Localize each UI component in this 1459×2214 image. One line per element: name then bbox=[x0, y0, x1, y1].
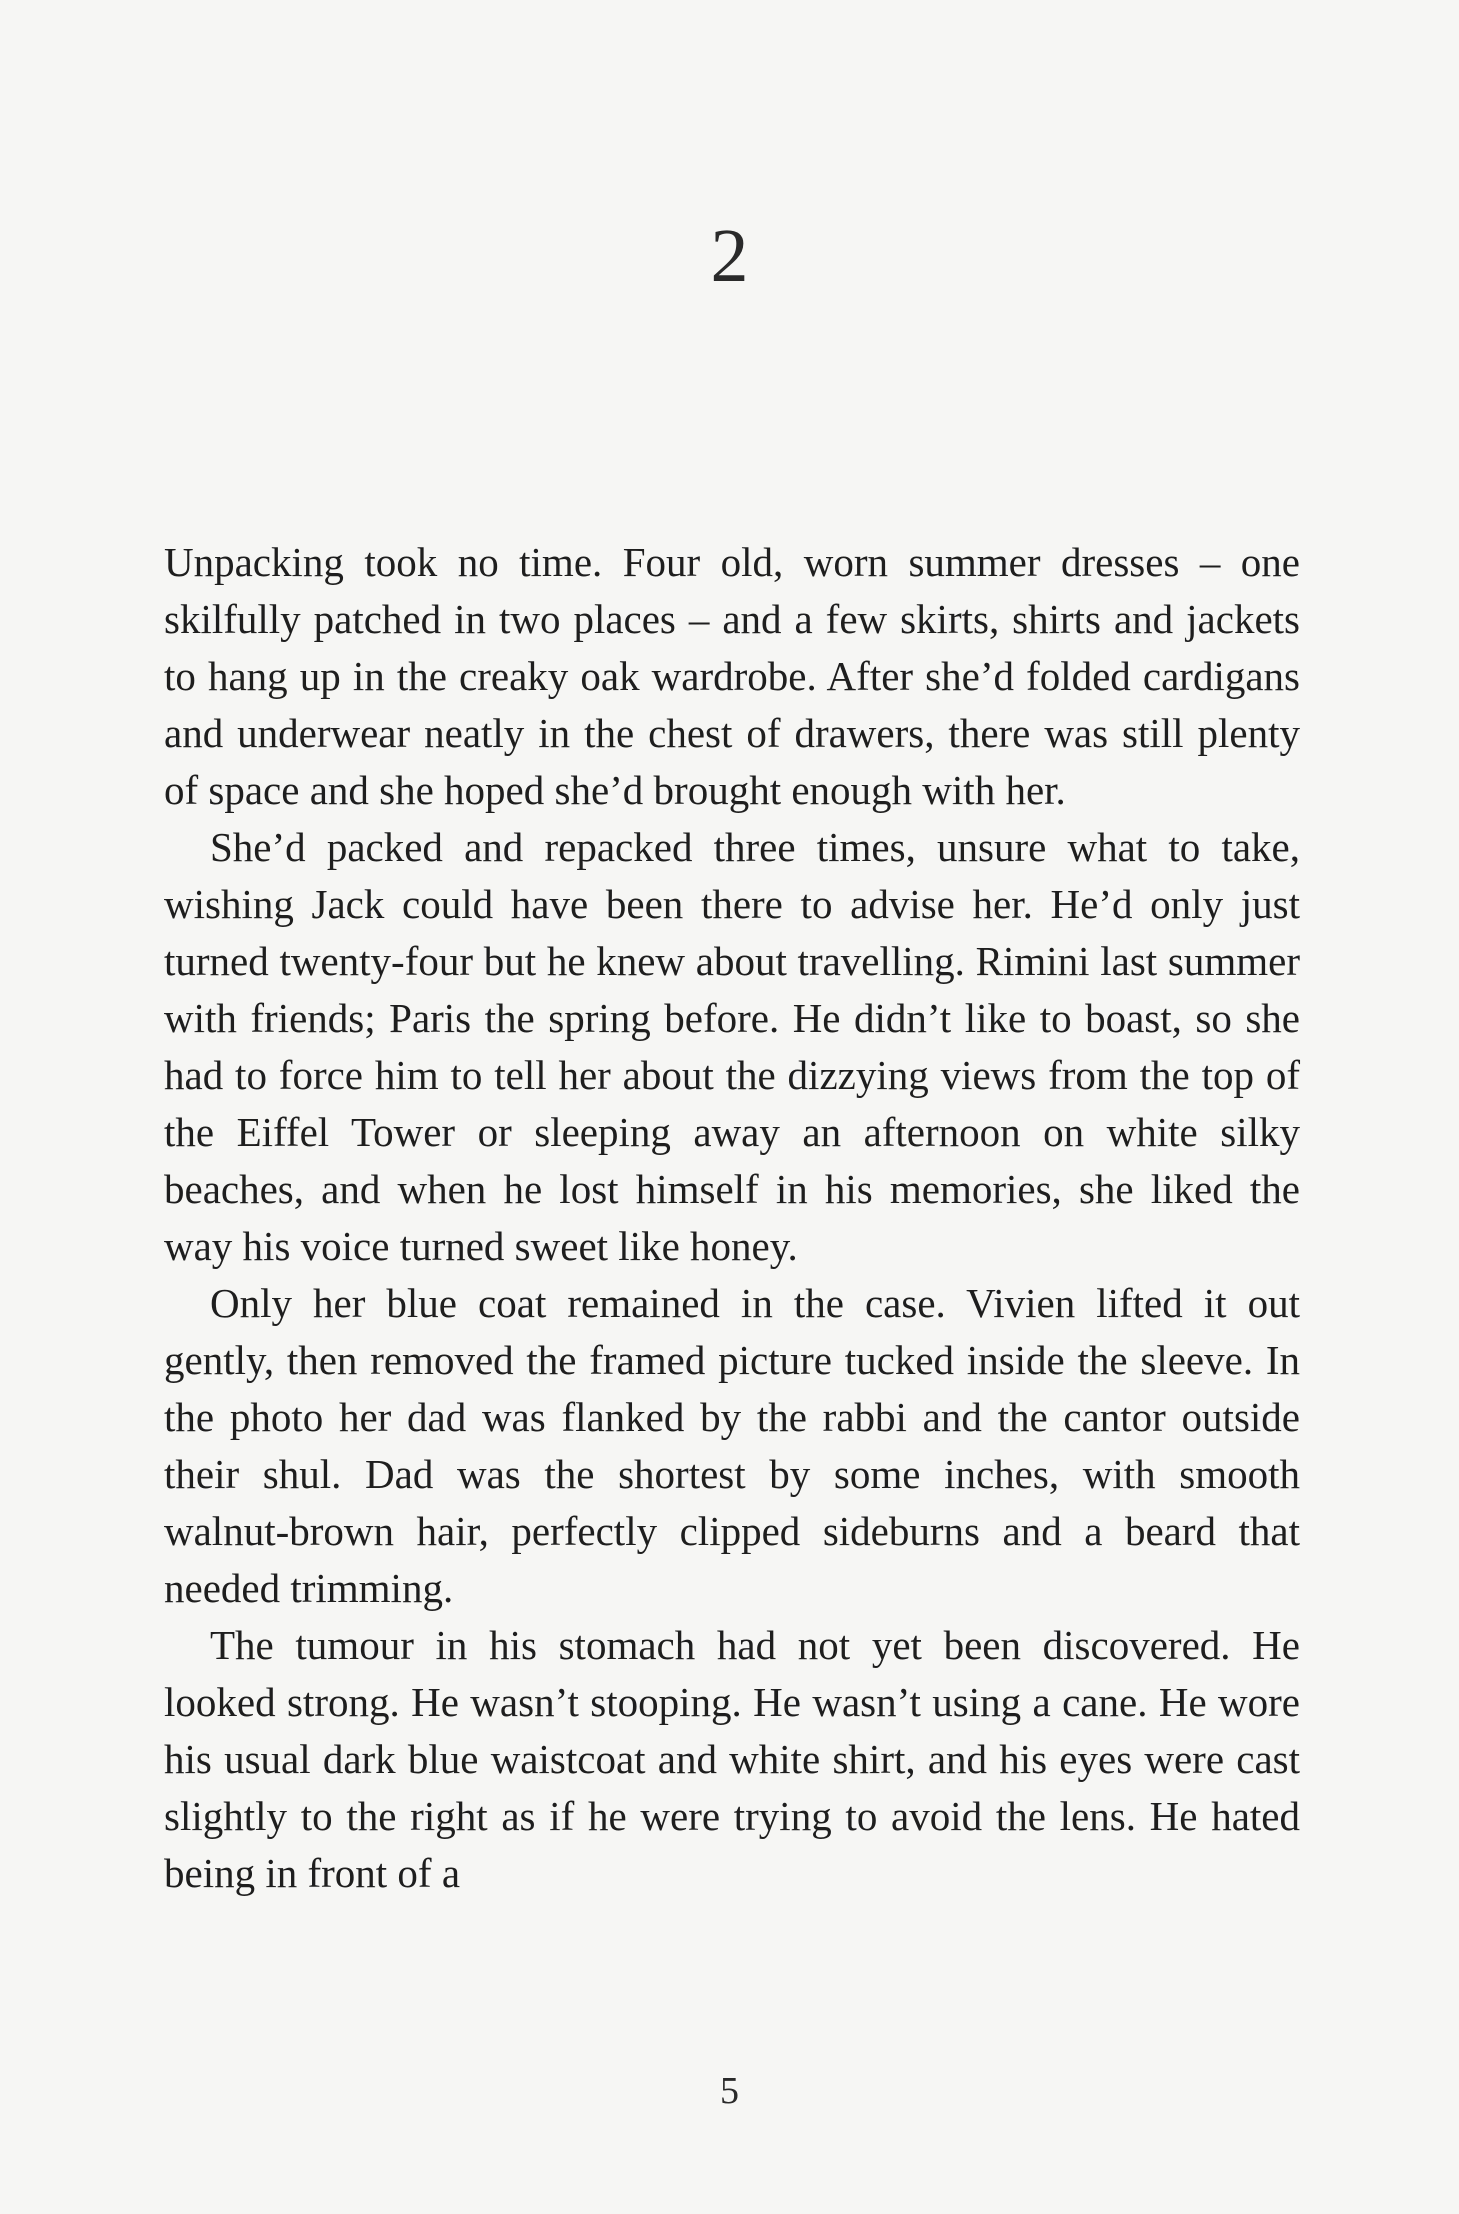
paragraph-4: The tumour in his stomach had not yet been discovered. He looked strong. He wasn’t stooping. He wasn’t using a cane. He wore his usual dark blue waistcoat and white shirt, and his eyes were cast slightly to the right as if he were trying to avoid the lens. He hated being in front of a bbox=[164, 1622, 1300, 1896]
chapter-number: 2 bbox=[710, 214, 749, 298]
paragraph-3: Only her blue coat remained in the case. Vivien lifted it out gently, then removed the framed picture tucked inside the sleeve. In the photo her dad was flanked by the rabbi and the cantor outside their shul. Dad was the shortest by some inches, with smooth walnut-brown hair, perfectly clipped sideburns and a beard that needed trimming. bbox=[164, 1280, 1300, 1611]
paragraph-2: She’d packed and repacked three times, unsure what to take, wishing Jack could have been there to advise her. He’d only just turned twenty-four but he knew about travelling. Rimini last summer with friends; Paris the spring before. He didn’t like to boast, so she had to force him to tell her about the dizzying views from the top of the Eiffel Tower or sleeping away an afternoon on white silky beaches, and when he lost himself in his memories, she liked the way his voice turned sweet like honey. bbox=[164, 824, 1300, 1269]
paragraph-1: Unpacking took no time. Four old, worn summer dresses – one skilfully patched in two places – and a few skirts, shirts and jackets to hang up in the creaky oak wardrobe. After she’d folded cardigans and underwear neatly in the chest of drawers, there was still plenty of space and she hoped she’d brought enough with her. bbox=[164, 539, 1300, 813]
page-number: 5 bbox=[720, 2070, 739, 2112]
chapter-body bbox=[164, 534, 1300, 1902]
